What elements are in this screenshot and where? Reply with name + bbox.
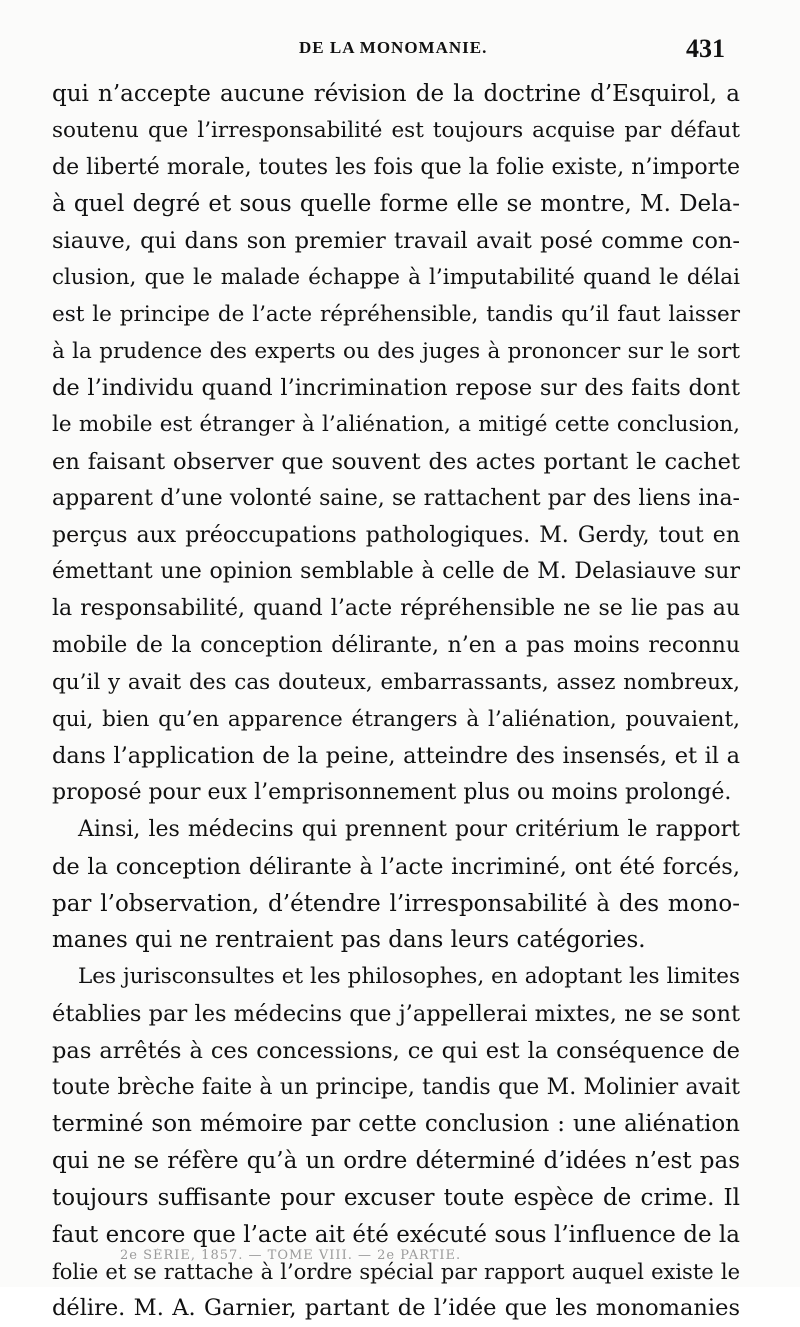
text-line: est le principe de l’acte répréhensible, tandis qu’il faut laisser — [52, 301, 740, 327]
text-line: de l’individu quand l’incrimination repose sur des faits dont — [52, 375, 740, 402]
page-number: 431 — [686, 34, 725, 63]
paragraph-start-line: Ainsi, les médecins qui prennent pour critérium le rapport — [78, 816, 740, 842]
text-line: qui n’accepte aucune révision de la doctrine d’Esquirol, a — [52, 81, 740, 107]
paragraph-end-line: proposé pour eux l’emprisonnement plus ou moins prolongé. — [52, 780, 732, 806]
text-line: la responsabilité, quand l’acte répréhensible ne se lie pas au — [52, 596, 740, 622]
text-line: terminé son mémoire par cette conclusion : une aliénation — [52, 1111, 740, 1138]
text-line: de la conception délirante à l’acte incriminé, ont été forcés, — [52, 853, 740, 880]
text-line: siauve, qui dans son premier travail avait posé comme con- — [52, 228, 740, 255]
text-line: dans l’application de la peine, atteindre des insensés, et il a — [52, 743, 740, 770]
text-line: le mobile est étranger à l’aliénation, a mitigé cette conclusion, — [52, 412, 740, 438]
text-line: folie et se rattache à l’ordre spécial par rapport auquel existe le — [52, 1259, 740, 1284]
running-title: DE LA MONOMANIE. — [299, 38, 488, 57]
text-line: perçus aux préoccupations pathologiques. M. Gerdy, tout en — [52, 522, 740, 548]
text-line: soutenu que l’irresponsabilité est toujours acquise par défaut — [52, 117, 740, 143]
text-line: à quel degré et sous quelle forme elle se montre, M. Dela- — [52, 191, 740, 218]
text-line: apparent d’une volonté saine, se rattachent par des liens ina- — [52, 485, 740, 511]
text-line: par l’observation, d’étendre l’irresponsabilité à des mono- — [52, 890, 740, 917]
text-line: toute brèche faite à un principe, tandis que M. Molinier avait — [52, 1074, 740, 1100]
page-header — [0, 34, 800, 64]
text-line: toujours suffisante pour excuser toute espèce de crime. Il — [52, 1184, 740, 1211]
text-line: qu’il y avait des cas douteux, embarrassants, assez nombreux, — [52, 669, 740, 695]
text-line: à la prudence des experts ou des juges à prononcer sur le sort — [52, 338, 740, 364]
text-line: émettant une opinion semblable à celle de M. Delasiauve sur — [52, 559, 740, 585]
paragraph-start-line: Les jurisconsultes et les philosophes, en adoptant les limites — [78, 964, 740, 990]
text-line: de liberté morale, toutes les fois que la folie existe, n’importe — [52, 154, 740, 180]
text-line: mobile de la conception délirante, n’en a pas moins reconnu — [52, 632, 740, 658]
body-text — [52, 76, 740, 1327]
signature-mark: 2e SÉRIE, 1857. — TOME VIII. — 2e PARTIE. — [120, 1248, 462, 1263]
text-line: qui ne se réfère qu’à un ordre déterminé d’idées n’est pas — [52, 1148, 740, 1175]
text-line: qui, bien qu’en apparence étrangers à l’aliénation, pouvaient, — [52, 706, 740, 732]
text-line: faut encore que l’acte ait été exécuté sous l’influence de la — [52, 1221, 740, 1248]
text-line: délire. M. A. Garnier, partant de l’idée que les monomanies — [52, 1295, 740, 1322]
text-line: pas arrêtés à ces concessions, ce qui est la conséquence de — [52, 1037, 740, 1064]
text-line: en faisant observer que souvent des actes portant le cachet — [52, 448, 740, 475]
text-line: établies par les médecins que j’appellerai mixtes, ne se sont — [52, 1000, 740, 1027]
text-line: clusion, que le malade échappe à l’imputabilité quand le délai — [52, 264, 740, 290]
paragraph-end-line: manes qui ne rentraient pas dans leurs catégories. — [52, 927, 646, 954]
